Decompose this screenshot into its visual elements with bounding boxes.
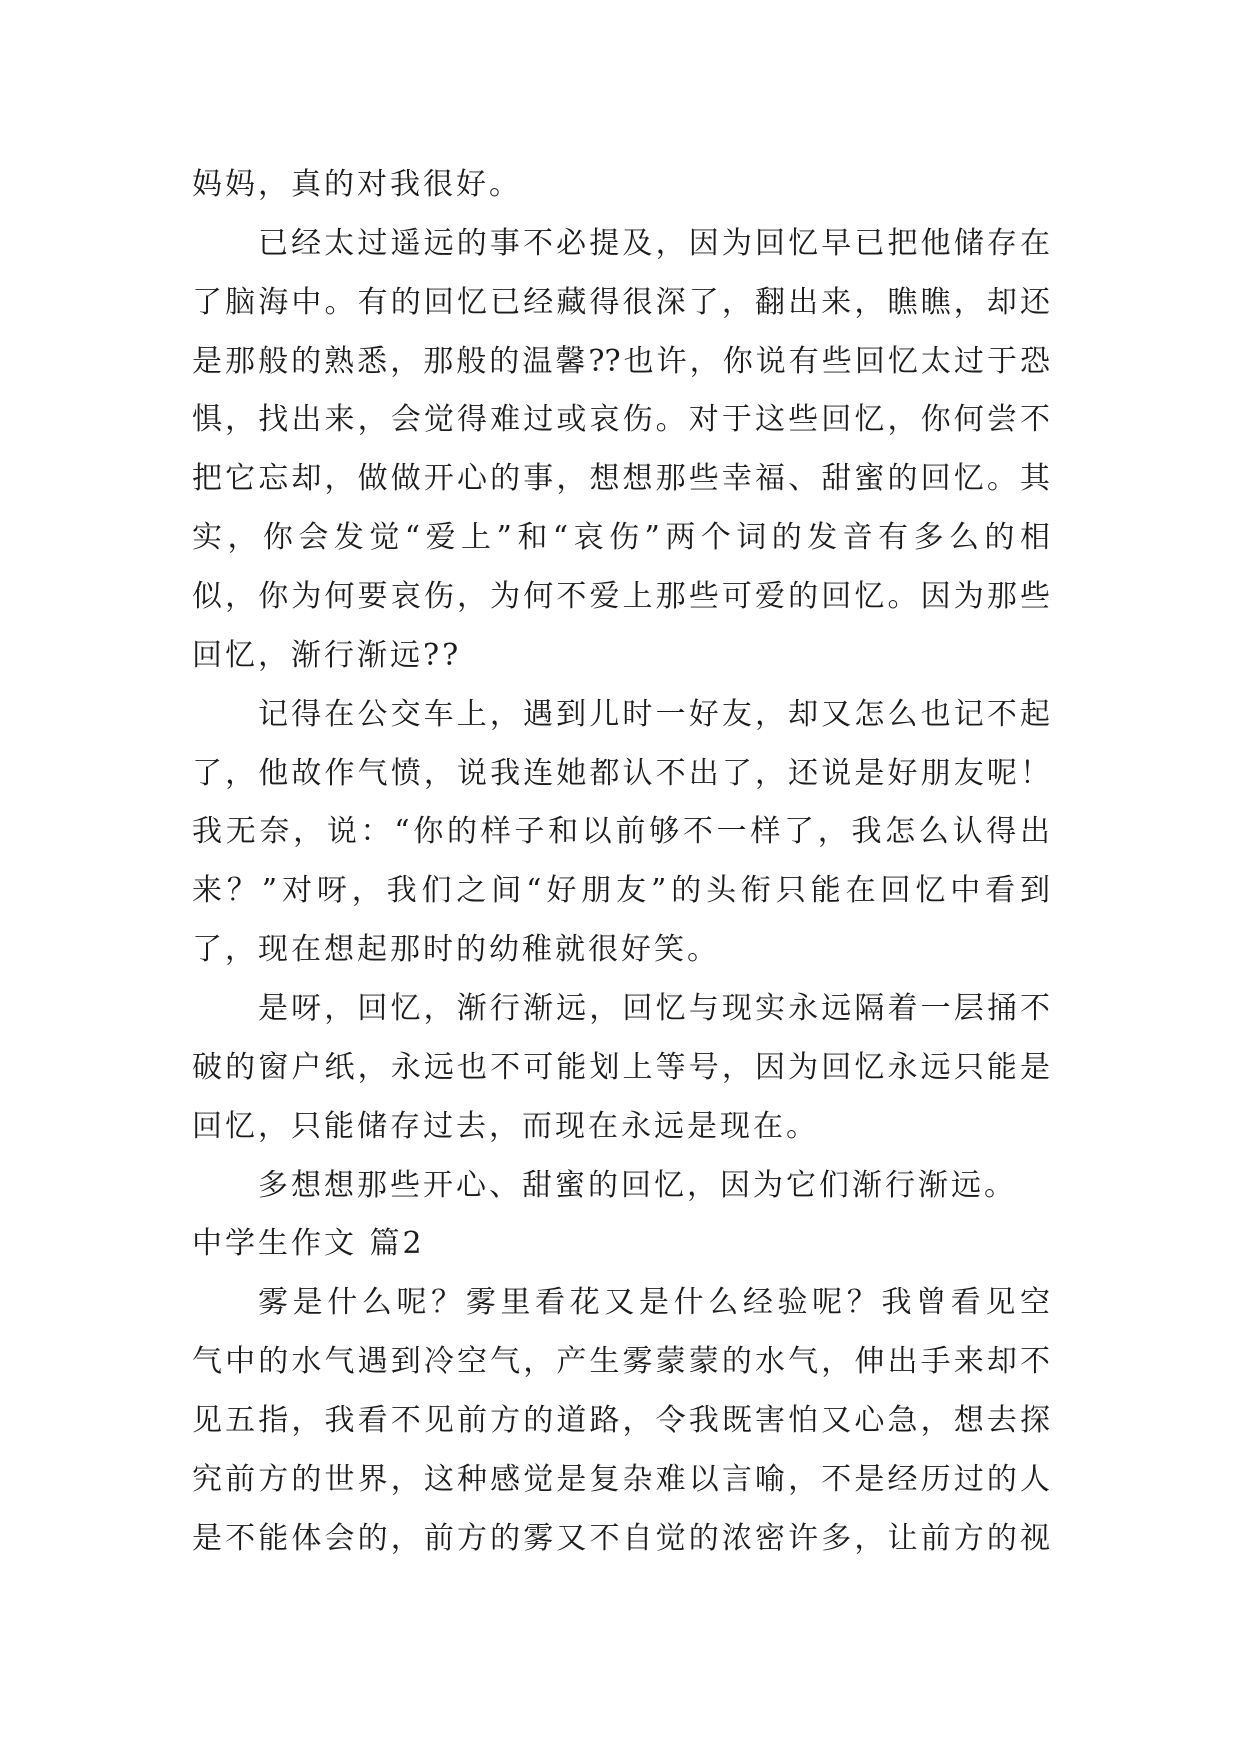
text-line: 惧，找出来，会觉得难过或哀伤。对于这些回忆，你何尝不 [192,402,1050,438]
text-line: 究前方的世界，这种感觉是复杂难以言喻，不是经历过的人 [192,1461,1050,1497]
text-line: 我无奈，说：“你的样子和以前够不一样了，我怎么认得出 [192,814,1050,850]
text-line: 记得在公交车上，遇到儿时一好友，却又怎么也记不起 [258,696,1050,732]
text-line: 是不能体会的，前方的雾又不自觉的浓密许多，让前方的视 [192,1520,1050,1556]
paragraph [192,156,1050,215]
text-line: 气中的水气遇到冷空气，产生雾蒙蒙的水气，伸出手来却不 [192,1344,1050,1380]
text-line: 见五指，我看不见前方的道路，令我既害怕又心急，想去探 [192,1403,1050,1439]
text-line: 把它忘却，做做开心的事，想想那些幸福、甜蜜的回忆。其 [192,461,1050,497]
text-line: 来？”对呀，我们之间“好朋友”的头衔只能在回忆中看到 [192,873,1050,909]
paragraph [192,1274,1050,1568]
paragraph [192,980,1050,1157]
text-line: 是呀，回忆，渐行渐远，回忆与现实永远隔着一层捅不 [258,991,1050,1027]
paragraph [192,215,1050,686]
text-line: 实，你会发觉“爱上”和“哀伤”两个词的发音有多么的相 [192,520,1050,556]
text-line: 了，现在想起那时的幼稚就很好笑。 [192,932,720,968]
text-line: 破的窗户纸，永远也不可能划上等号，因为回忆永远只能是 [192,1049,1050,1085]
text-line: 雾是什么呢？雾里看花又是什么经验呢？我曾看见空 [258,1285,1050,1321]
paragraph [192,686,1050,980]
paragraph [192,1157,1050,1216]
text-line: 是那般的熟悉，那般的温馨??也许，你说有些回忆太过于恐 [192,343,1050,379]
document-body [192,156,1050,1569]
text-line: 回忆，渐行渐远?? [192,637,462,673]
text-line: 多想想那些开心、甜蜜的回忆，因为它们渐行渐远。 [258,1167,1017,1203]
text-line: 已经太过遥远的事不必提及，因为回忆早已把他储存在 [258,225,1050,261]
text-line: 妈妈，真的对我很好。 [192,167,522,202]
text-line: 回忆，只能储存过去，而现在永远是现在。 [192,1108,819,1144]
text-line: 了，他故作气愤，说我连她都认不出了，还说是好朋友呢！ [192,755,1050,791]
text-line: 似，你为何要哀伤，为何不爱上那些可爱的回忆。因为那些 [192,579,1050,615]
text-line: 了脑海中。有的回忆已经藏得很深了，翻出来，瞧瞧，却还 [192,284,1050,320]
essay-heading: 中学生作文 篇2 [192,1226,425,1262]
